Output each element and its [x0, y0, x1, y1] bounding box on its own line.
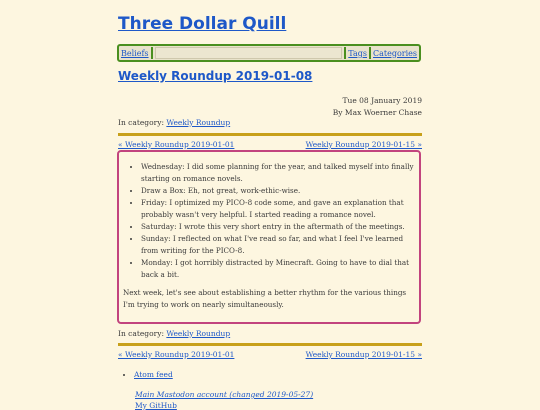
pager-top: [118, 140, 422, 149]
footer-mastodon: [135, 390, 313, 399]
footer-item: [134, 370, 173, 379]
nav-separator: [151, 47, 153, 59]
next-post-link[interactable]: Weekly Roundup 2019-01-15 »: [305, 350, 422, 359]
footer-partial: [135, 401, 177, 410]
category-link[interactable]: Weekly Roundup: [166, 118, 231, 127]
list-item: • Friday: I optimized my PICO-8 code some, and gave an explanation that probably wasn't very helpful. I started reading a romance novel.: [141, 197, 415, 221]
atom-feed-link[interactable]: Atom feed: [134, 370, 173, 379]
category-label: In category:: [118, 118, 167, 127]
post-author: By Max Woerner Chase: [332, 108, 422, 117]
nav-spacer: [155, 47, 343, 59]
roundup-list: [123, 161, 415, 281]
list-item: • Sunday: I reflected on what I've read so far, and what I feel I've learned from writing for the PICO-8.: [141, 233, 415, 257]
closing-paragraph: Next week, let's see about establishing a better rhythm for the various things I'm trying to work on nearly simultaneously.: [123, 288, 407, 309]
list-item: • Monday: I got horribly distracted by Minecraft. Going to have to dial that back a bit.: [141, 257, 415, 281]
post-date: Tue 08 January 2019: [342, 96, 422, 105]
category-label: In category:: [118, 329, 167, 338]
nav-beliefs-link[interactable]: Beliefs: [121, 48, 149, 58]
prev-post-link[interactable]: « Weekly Roundup 2019-01-01: [118, 350, 235, 359]
category-link[interactable]: Weekly Roundup: [166, 329, 231, 338]
pager-bottom: [118, 350, 422, 359]
post-category-bottom: [118, 329, 230, 338]
list-item: • Draw a Box: Eh, not great, work-ethic-wise.: [141, 185, 415, 197]
divider-rule: [118, 343, 422, 346]
nav-tags-link[interactable]: Tags: [348, 48, 367, 58]
prev-post-link[interactable]: « Weekly Roundup 2019-01-01: [118, 140, 235, 149]
divider-rule: [118, 133, 422, 136]
post-category-top: [118, 118, 230, 127]
nav-bar: [117, 44, 421, 62]
list-item: • Wednesday: I did some planning for the year, and talked myself into finally starting on romance novels.: [141, 161, 415, 185]
post-content: [117, 150, 421, 324]
nav-categories-link[interactable]: Categories: [373, 48, 417, 58]
post-meta: [333, 95, 422, 119]
mastodon-link[interactable]: Main Mastodon account (changed 2019-05-27): [135, 390, 314, 399]
footer-links: [118, 370, 173, 379]
site-title-link[interactable]: Three Dollar Quill: [118, 14, 287, 34]
list-item: • Saturday: I wrote this very short entry in the aftermath of the meetings.: [141, 221, 415, 233]
github-link[interactable]: My GitHub: [135, 401, 177, 410]
next-post-link[interactable]: Weekly Roundup 2019-01-15 »: [305, 140, 422, 149]
post-title-link[interactable]: Weekly Roundup 2019-01-08: [118, 69, 313, 83]
